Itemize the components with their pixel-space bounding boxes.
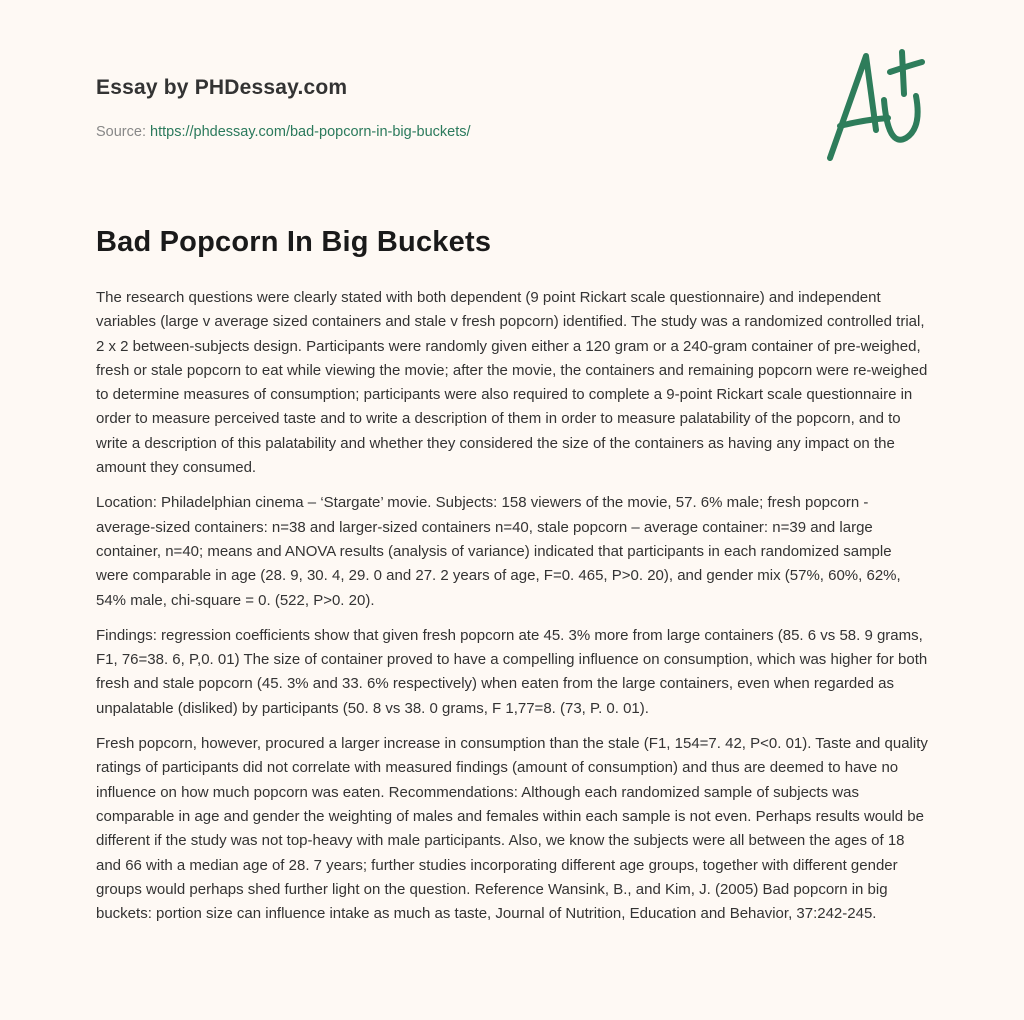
source-link[interactable]: https://phdessay.com/bad-popcorn-in-big-buckets/ [150,124,471,140]
essay-paragraph: Location: Philadelphian cinema – ‘Stargate’ movie. Subjects: 158 viewers of the movie, 57. 6% male; fresh popcorn - average-sized containers: n=38 and larger-sized containers n=40, stale popcorn – average container: n=39 and large container, n=40; means and ANOVA results (analysis of variance) indicated that participants in each randomized sample were comparable in age (28. 9, 30. 4, 29. 0 and 27. 2 years of age, F=0. 465, P>0. 20), and gender mix (57%, 60%, 62%, 54% male, chi-square = 0. (522, P>0. 20). [96,494,901,609]
essay-body [96,286,928,937]
site-title: Essay by PHDessay.com [96,76,348,99]
essay-paragraph: Findings: regression coefficients show that given fresh popcorn ate 45. 3% more from large containers (85. 6 vs 58. 9 grams, F1, 76=38. 6, P,0. 01) The size of container proved to have a compelling influence on consumption, which was higher for both fresh and stale popcorn (45. 3% and 33. 6% respectively) when eaten from the large containers, even when regarded as unpalatable (disliked) by participants (50. 8 vs 38. 0 grams, F 1,77=8. (73, P. 0. 01). [96,626,928,717]
source-line [96,124,471,140]
source-label: Source: [96,124,146,140]
a-plus-grade-icon [818,38,938,168]
essay-title: Bad Popcorn In Big Buckets [96,226,492,258]
page-header [96,76,471,140]
essay-paragraph: Fresh popcorn, however, procured a larger increase in consumption than the stale (F1, 154=7. 42, P<0. 01). Taste and quality ratings of participants did not correlate with measured findings (amount of consumption) and thus are deemed to have no influence on how much popcorn was eaten. Recommendations: Although each randomized sample of subjects was comparable in age and gender the weighting of males and females within each sample is not even. Perhaps results would be different if the study was not top-heavy with male participants. Also, we know the subjects were all between the ages of 18 and 66 with a median age of 28. 7 years; further studies incorporating different age groups, together with different gender groups would perhaps shed further light on the question. Reference Wansink, B., and Kim, J. (2005) Bad popcorn in big buckets: portion size can influence intake as much as taste, Journal of Nutrition, Education and Behavior, 37:242-245. [96,735,928,923]
essay-paragraph: The research questions were clearly stated with both dependent (9 point Rickart scale questionnaire) and independent variables (large v average sized containers and stale v fresh popcorn) identified. The study was a randomized controlled trial, 2 x 2 between-subjects design. Participants were randomly given either a 120 gram or a 240-gram container of pre-weighed, fresh or stale popcorn to eat while viewing the movie; after the movie, the containers and remaining popcorn were re-weighed to determine measures of consumption; participants were also required to complete a 9-point Rickart scale questionnaire in order to measure perceived taste and to write a description of them in order to measure palatability of the popcorn, and to write a description of this palatability and whether they considered the size of the containers as having any impact on the amount they consumed. [96,289,928,477]
